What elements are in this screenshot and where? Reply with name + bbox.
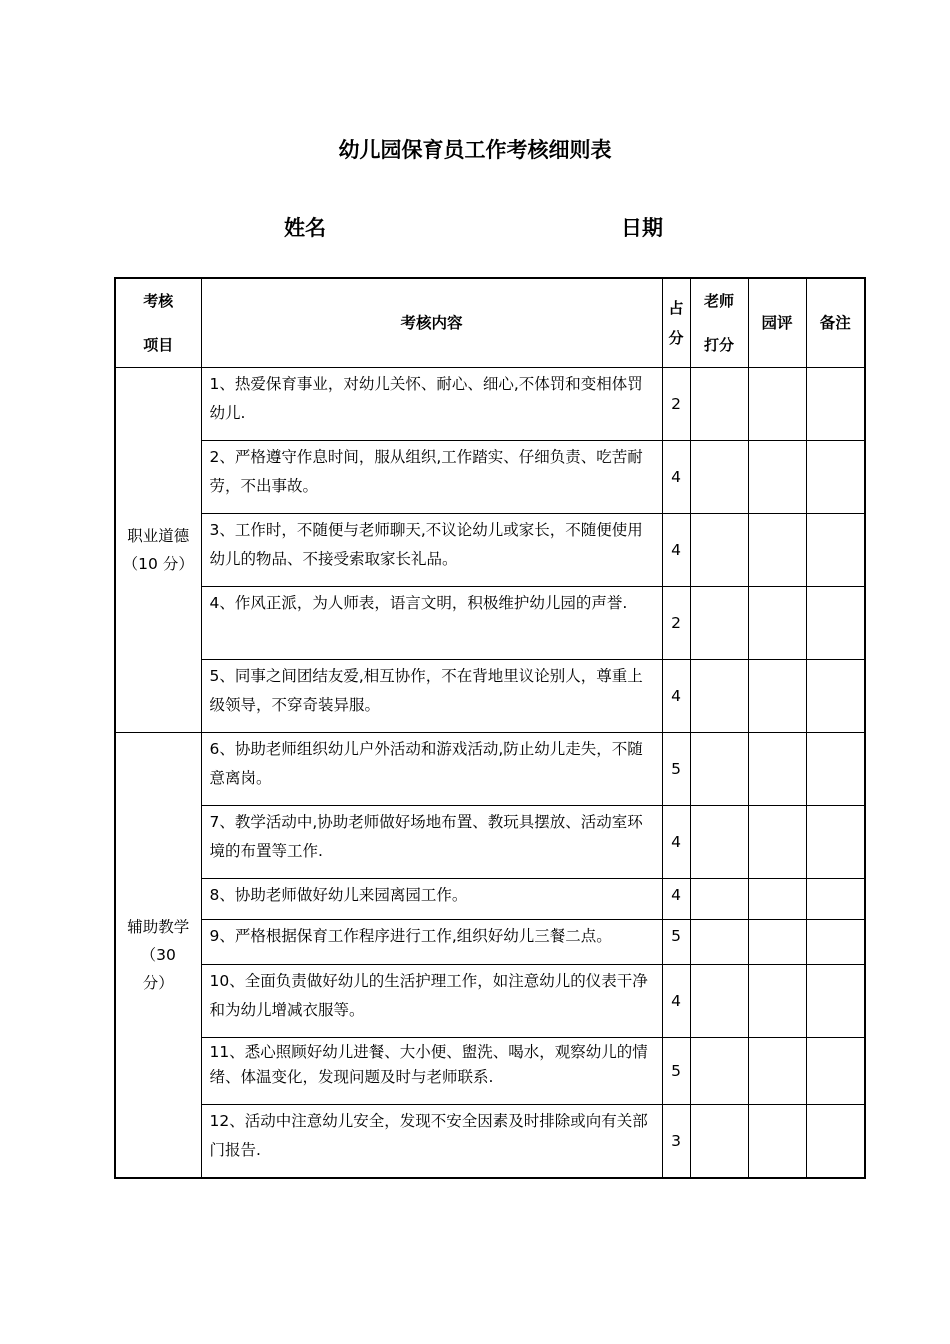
row-score: 4 [662,514,690,587]
kindergarten-score-cell[interactable] [748,806,806,879]
teacher-score-cell[interactable] [690,806,748,879]
remark-cell[interactable] [806,965,865,1038]
category-ethics: 职业道德 （10 分） [115,368,201,733]
kindergarten-score-cell[interactable] [748,587,806,660]
kindergarten-score-cell[interactable] [748,660,806,733]
kindergarten-score-cell[interactable] [748,514,806,587]
teacher-score-cell[interactable] [690,368,748,441]
header-content: 考核内容 [201,278,662,368]
remark-cell[interactable] [806,587,865,660]
row-score: 4 [662,806,690,879]
remark-cell[interactable] [806,1038,865,1105]
row-score: 2 [662,368,690,441]
row-score: 2 [662,587,690,660]
teacher-score-cell[interactable] [690,879,748,920]
row-content: 11、悉心照顾好幼儿进餐、大小便、盥洗、喝水，观察幼儿的情绪、体温变化，发现问题及时与老师联系. [201,1038,662,1105]
kindergarten-score-cell[interactable] [748,920,806,965]
remark-cell[interactable] [806,441,865,514]
date-label: 日期 [621,216,663,240]
table-row [115,806,865,879]
remark-cell[interactable] [806,920,865,965]
kindergarten-score-cell[interactable] [748,965,806,1038]
row-score: 5 [662,920,690,965]
table-row [115,514,865,587]
row-score: 5 [662,1038,690,1105]
row-content: 5、同事之间团结友爱,相互协作，不在背地里议论别人，尊重上级领导，不穿奇装异服。 [201,660,662,733]
kindergarten-score-cell[interactable] [748,441,806,514]
teacher-score-cell[interactable] [690,1038,748,1105]
table-row [115,733,865,806]
teacher-score-cell[interactable] [690,660,748,733]
teacher-score-cell[interactable] [690,733,748,806]
row-content: 3、工作时，不随便与老师聊天,不议论幼儿或家长，不随便使用幼儿的物品、不接受索取家长礼品。 [201,514,662,587]
row-content: 10、全面负责做好幼儿的生活护理工作，如注意幼儿的仪表干净和为幼儿增减衣服等。 [201,965,662,1038]
table-header-row [115,278,865,368]
kindergarten-score-cell[interactable] [748,368,806,441]
row-content: 12、活动中注意幼儿安全，发现不安全因素及时排除或向有关部门报告. [201,1105,662,1178]
table-row [115,441,865,514]
header-teacher-score: 老师 打分 [690,278,748,368]
remark-cell[interactable] [806,368,865,441]
teacher-score-cell[interactable] [690,965,748,1038]
row-content: 8、协助老师做好幼儿来园离园工作。 [201,879,662,920]
category-teaching-assist: 辅助教学 （30 分） [115,733,201,1178]
remark-cell[interactable] [806,660,865,733]
header-item: 考核 项目 [115,278,201,368]
kindergarten-score-cell[interactable] [748,733,806,806]
row-score: 4 [662,879,690,920]
teacher-score-cell[interactable] [690,441,748,514]
row-score: 4 [662,965,690,1038]
teacher-score-cell[interactable] [690,514,748,587]
row-content: 2、严格遵守作息时间，服从组织,工作踏实、仔细负责、吃苦耐劳，不出事故。 [201,441,662,514]
header-kindergarten-score: 园评 [748,278,806,368]
row-content: 9、严格根据保育工作程序进行工作,组织好幼儿三餐二点。 [201,920,662,965]
remark-cell[interactable] [806,1105,865,1178]
teacher-score-cell[interactable] [690,587,748,660]
row-content: 7、教学活动中,协助老师做好场地布置、教玩具摆放、活动室环境的布置等工作. [201,806,662,879]
teacher-score-cell[interactable] [690,920,748,965]
row-content: 4、作风正派，为人师表，语言文明，积极维护幼儿园的声誉. [201,587,662,660]
kindergarten-score-cell[interactable] [748,879,806,920]
name-label: 姓名 [284,216,326,240]
table-row [115,368,865,441]
remark-cell[interactable] [806,514,865,587]
table-row [115,965,865,1038]
table-row [115,879,865,920]
assessment-table [114,277,866,1179]
row-content: 6、协助老师组织幼儿户外活动和游戏活动,防止幼儿走失，不随意离岗。 [201,733,662,806]
remark-cell[interactable] [806,733,865,806]
kindergarten-score-cell[interactable] [748,1038,806,1105]
table-row [115,920,865,965]
kindergarten-score-cell[interactable] [748,1105,806,1178]
row-score: 3 [662,1105,690,1178]
header-remark: 备注 [806,278,865,368]
table-row [115,587,865,660]
remark-cell[interactable] [806,879,865,920]
row-score: 5 [662,733,690,806]
page-title: 幼儿园保育员工作考核细则表 [338,138,612,162]
row-score: 4 [662,441,690,514]
row-content: 1、热爱保育事业，对幼儿关怀、耐心、细心,不体罚和变相体罚幼儿. [201,368,662,441]
row-score: 4 [662,660,690,733]
header-score: 占 分 [662,278,690,368]
table-row [115,660,865,733]
table-row [115,1105,865,1178]
table-row [115,1038,865,1105]
remark-cell[interactable] [806,806,865,879]
teacher-score-cell[interactable] [690,1105,748,1178]
